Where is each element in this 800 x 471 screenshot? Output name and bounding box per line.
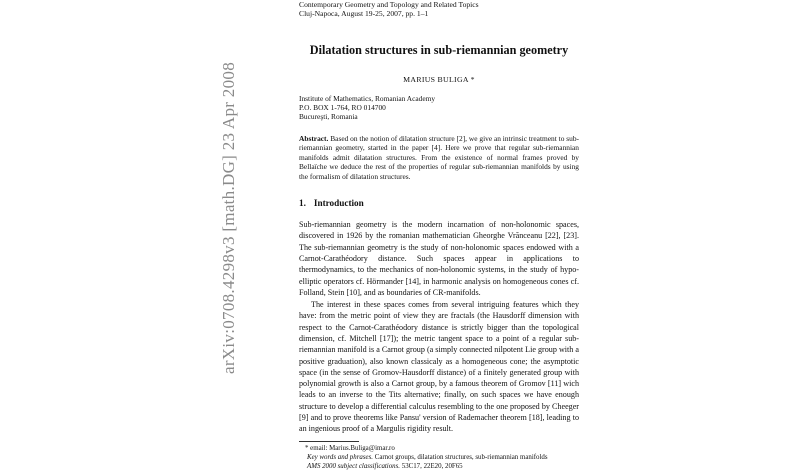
footnote-email: * email: Marius.Buliga@imar.ro: [305, 444, 395, 452]
paragraph-1: Sub-riemannian geometry is the modern incarnation of non-holonomic spaces, discovered in 1926 by the romanian mathematician Gheorghe Vrănceanu [22], [23]. The sub-riemannian geometry is the study of non-holonomic spaces endowed with a Carnot-Carathéodory distance. Such spaces appear in applications to thermodynamics, to the mechanics of non-holonomic systems, in the study of hypo-elliptic operators cf. Hörmander [14], in harmonic analysis on homogeneous cones cf. Folland, Stein [10], and as boundaries of CR-manifolds.: [299, 220, 579, 297]
affiliation-line-3: Bucureşti, Romania: [299, 112, 358, 121]
keywords-text: Carnot groups, dilatation structures, sub-riemannian manifolds: [374, 453, 548, 461]
abstract: [299, 134, 579, 181]
footnote: [299, 444, 579, 471]
paper-title: Dilatation structures in sub-riemannian geometry: [309, 43, 569, 57]
footnote-keywords: [299, 453, 579, 462]
msc-label: AMS 2000 subject classifications.: [307, 462, 401, 470]
section-title: Introduction: [313, 198, 364, 209]
keywords-label: Key words and phrases.: [307, 453, 373, 461]
journal-header-line-2: Cluj-Napoca, August 19-25, 2007, pp. 1–1: [299, 9, 429, 18]
footnote-msc: [299, 462, 579, 471]
footnote-rule: [299, 441, 359, 442]
msc-text: 53C17, 22E20, 20F65: [401, 462, 463, 470]
arxiv-stamp: [218, 62, 240, 374]
affiliation-line-2: P.O. BOX 1-764, RO 014700: [299, 103, 386, 112]
abstract-text: Based on the notion of dilatation structure [2], we give an intrinsic treatment to sub-riemannian geometry, started in the paper [4]. Here we prove that regular sub-riemannian manifolds admit dilatation structures. From the existence of normal frames proved by Bellaïche we deduce the rest of the properties of regular sub-riemannian manifolds by using the formalism of dilatation structures.: [299, 134, 579, 181]
journal-header: [299, 0, 579, 18]
journal-header-line-1: Contemporary Geometry and Topology and Related Topics: [299, 0, 479, 9]
section-number: 1.: [299, 198, 306, 209]
paper-page: [299, 0, 579, 471]
arxiv-stamp-text: arXiv:0708.4298v3 [math.DG] 23 Apr 2008: [219, 62, 238, 374]
abstract-label: Abstract.: [299, 134, 329, 143]
author-name: MARIUS BULIGA *: [403, 75, 475, 84]
affiliation-line-1: Institute of Mathematics, Romanian Academy: [299, 94, 436, 103]
paragraph-2: The interest in these spaces comes from several intriguing features which they have: from the metric point of view they are fractals (the Hausdorff dimension with respect to the Carnot-Carathéodory distance is strictly bigger than the topological dimension, cf. Mitchell [17]); the metric tangent space to a point of a regular sub-riemannian manifold is a Carnot group (a simply connected nilpotent Lie group with a positive graduation), also known classicaly as a homogeneous cone; the asymptotic space (in the sense of Gromov-Hausdorff distance) of a finitely generated group with polynomial growth is also a Carnot group, by a famous theorem of Gromov [11] wich leads to an inverse to the Tits alternative; finally, on such spaces we have enough structure to develop a differential calculus resembling to the one proposed by Cheeger [9] and to prove theorems like Pansu' version of Rademacher theorem [18], leading to an ingenious proof of a Margulis rigidity result.: [299, 300, 579, 434]
section-heading: [299, 198, 579, 208]
affiliation: [299, 94, 579, 121]
